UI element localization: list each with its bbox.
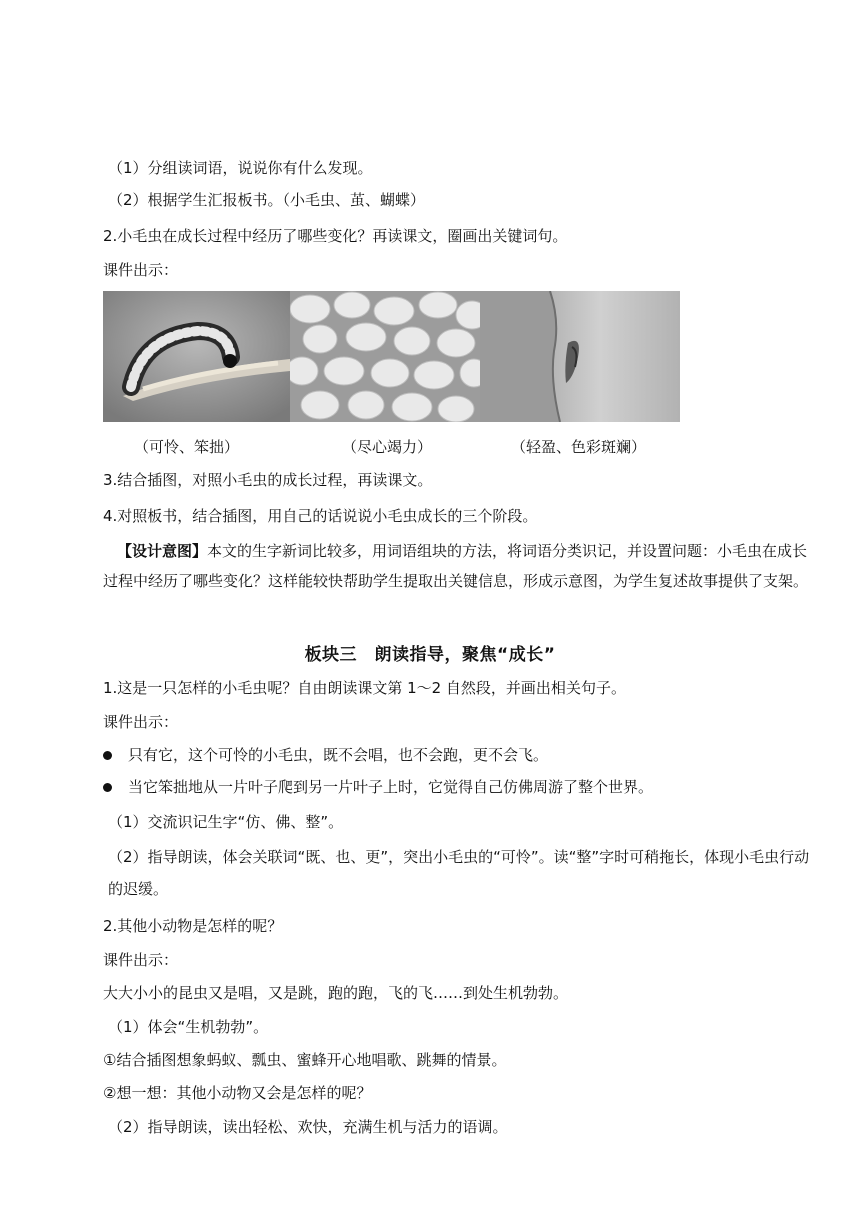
butterfly-emerging-photo [480, 291, 680, 422]
design-intent-text: 本文的生字新词比较多，用词语组块的方法，将词语分类识记，并设置问题：小毛虫在成长过程中经历了哪些变化？这样能较快帮助学生提取出关键信息，形成示意图，为学生复述故事提供了支架。 [103, 542, 809, 590]
paragraph: 课件出示： [103, 261, 179, 279]
caterpillar-photo [103, 291, 290, 422]
design-intent-label: 【设计意图】 [117, 542, 208, 560]
paragraph: 1.这是一只怎样的小毛虫呢？自由朗读课文第 1～2 自然段，并画出相关句子。 [103, 679, 626, 697]
paragraph: 3.结合插图，对照小毛虫的成长过程，再读课文。 [103, 471, 433, 489]
paragraph: 4.对照板书，结合插图，用自己的话说说小毛虫成长的三个阶段。 [103, 507, 538, 525]
paragraph: 2.其他小动物是怎样的呢？ [103, 917, 283, 935]
section-heading: 板块三 朗读指导，聚焦“成长” [304, 645, 556, 665]
paragraph: 2.小毛虫在成长过程中经历了哪些变化？再读课文，圈画出关键词句。 [103, 227, 568, 245]
photo-caption: （尽心竭力） [342, 438, 433, 456]
bullet-icon [103, 783, 112, 792]
paragraph: （2）指导朗读，体会关联词“既、也、更”，突出小毛虫的“可怜”。读“整”字时可稍拖长，体现小毛虫行动的迟缓。 [108, 848, 810, 898]
illustration-strip [103, 291, 680, 422]
paragraph: 课件出示： [103, 713, 179, 731]
paragraph: （1）交流识记生字“仿、佛、整”。 [108, 813, 344, 831]
paragraph: ②想一想：其他小动物又会是怎样的呢？ [103, 1084, 372, 1102]
photo-caption: （可怜、笨拙） [134, 438, 240, 456]
paragraph: ①结合插图想象蚂蚁、瓢虫、蜜蜂开心地唱歌、跳舞的情景。 [103, 1051, 507, 1069]
quote-text: 大大小小的昆虫又是唱，又是跳，跑的跑，飞的飞……到处生机勃勃。 [103, 984, 569, 1002]
paragraph: （2）指导朗读，读出轻松、欢快，充满生机与活力的语调。 [108, 1118, 508, 1136]
cocoons-photo [290, 291, 480, 422]
photo-caption: （轻盈、色彩斑斓） [511, 438, 647, 456]
paragraph: （1）体会“生机勃勃”。 [108, 1018, 269, 1036]
paragraph: 课件出示： [103, 951, 179, 969]
bullet-item: 只有它，这个可怜的小毛虫，既不会唱，也不会跑，更不会飞。 [103, 745, 548, 765]
bullet-item: 当它笨拙地从一片叶子爬到另一片叶子上时，它觉得自己仿佛周游了整个世界。 [103, 777, 653, 797]
design-intent-paragraph [103, 536, 808, 596]
paragraph: （1）分组读词语，说说你有什么发现。 [108, 159, 373, 177]
bullet-icon [103, 751, 112, 760]
paragraph: （2）根据学生汇报板书。（小毛虫、茧、蝴蝶） [108, 191, 426, 209]
